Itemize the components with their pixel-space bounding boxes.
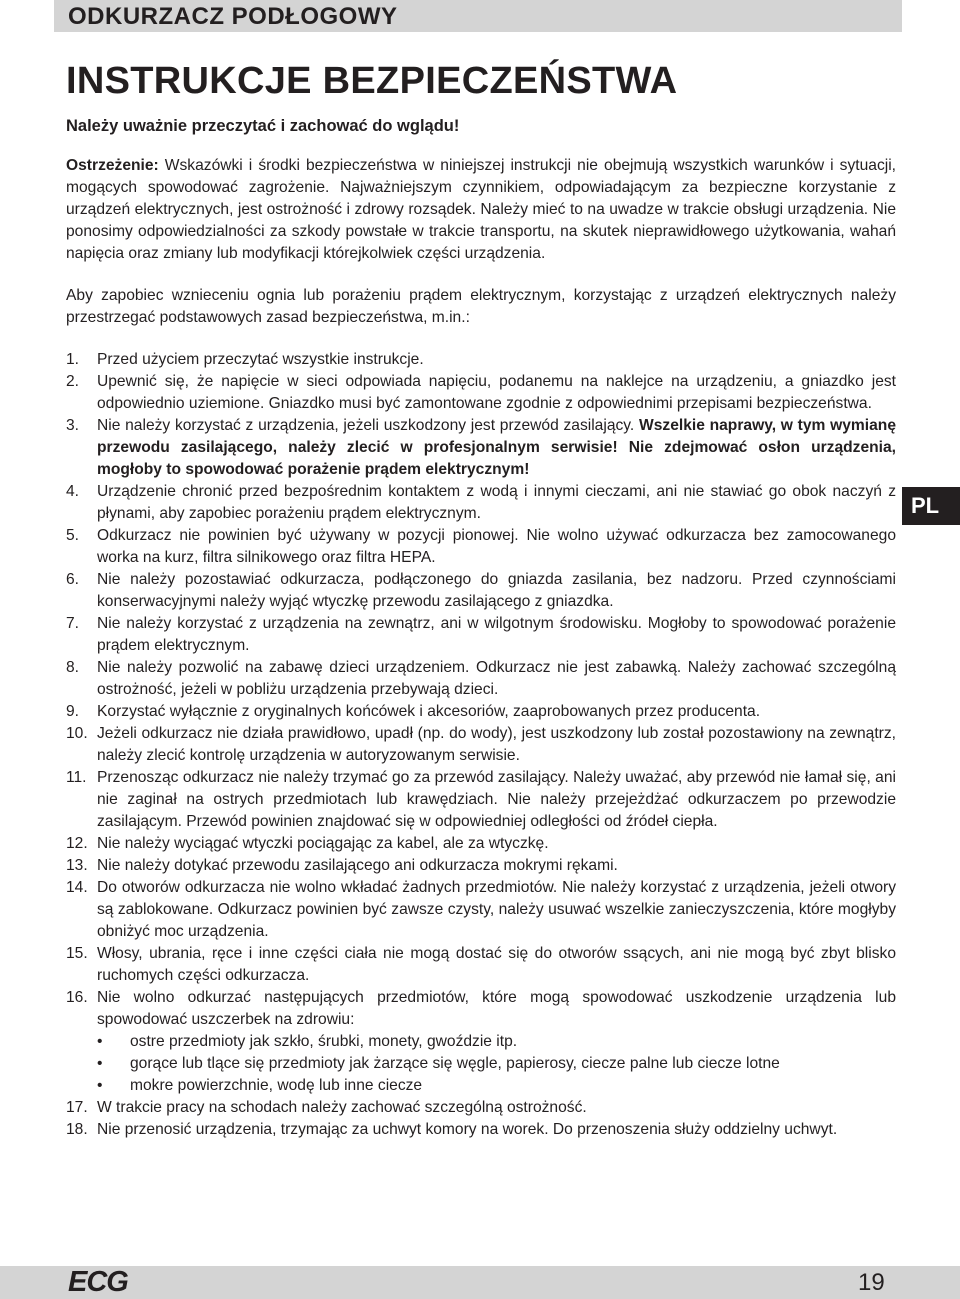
content xyxy=(66,155,896,1141)
rule-number: 11. xyxy=(66,769,87,786)
warning-paragraph xyxy=(66,155,896,265)
rule-number: 18. xyxy=(66,1121,88,1138)
rule-text: Do otworów odkurzacza nie wolno wkładać żadnych przedmiotów. Nie należy korzystać z urządzenia, jeżeli otwory są zablokowane. Odkurzacz powinien być zawsze czysty, należy usuwać wszelkie zanieczyszczenia, które mogłyby obniżyć moc urządzenia. xyxy=(97,879,896,940)
rule-item xyxy=(66,987,896,1097)
bullet-item xyxy=(97,1075,896,1097)
page-title: INSTRUKCJE BEZPIECZEŃSTWA xyxy=(66,60,678,102)
rule-item xyxy=(66,943,896,987)
rule-item xyxy=(66,415,896,481)
rule-number: 12. xyxy=(66,835,88,852)
rule-number: 2. xyxy=(66,373,80,390)
bullet-text: mokre powierzchnie, wodę lub inne ciecze xyxy=(130,1077,423,1094)
rule-item xyxy=(66,613,896,657)
rule-number: 7. xyxy=(66,615,80,632)
rule-text: Nie należy pozostawiać odkurzacza, podłączonego do gniazda zasilania, bez nadzoru. Przed czynnościami konserwacyjnymi należy wyjąć wtyczkę przewodu zasilającego z gniazdka. xyxy=(97,571,896,610)
rule-number: 6. xyxy=(66,571,80,588)
rule-text: W trakcie pracy na schodach należy zachować szczególną ostrożność. xyxy=(97,1099,587,1116)
rule-item xyxy=(66,701,896,723)
safety-rules-list xyxy=(66,349,896,1141)
rule-number: 8. xyxy=(66,659,80,676)
bullet-list xyxy=(97,1031,896,1097)
rule-text: Nie przenosić urządzenia, trzymając za uchwyt komory na worek. Do przenoszenia służy oddzielny uchwyt. xyxy=(97,1121,838,1138)
bullet-item xyxy=(97,1031,896,1053)
rule-text: Nie należy korzystać z urządzenia na zewnątrz, ani w wilgotnym środowisku. Mogłoby to spowodować porażenie prądem elektrycznym. xyxy=(97,615,896,654)
intro-paragraph: Aby zapobiec wznieceniu ognia lub porażeniu prądem elektrycznym, korzystając z urządzeń elektrycznych należy przestrzegać podstawowych zasad bezpieczeństwa, m.in.: xyxy=(66,287,896,326)
rule-item xyxy=(66,1119,896,1141)
rule-text: Urządzenie chronić przed bezpośrednim kontaktem z wodą i innymi cieczami, ani nie stawiać go obok naczyń z płynami, aby zapobiec porażeniu prądem elektrycznym. xyxy=(97,483,896,522)
rule-item xyxy=(66,657,896,701)
rule-item xyxy=(66,349,896,371)
rule-item xyxy=(66,833,896,855)
rule-number: 13. xyxy=(66,857,88,874)
rule-number: 14. xyxy=(66,879,88,896)
rule-number: 5. xyxy=(66,527,80,544)
rule-item xyxy=(66,481,896,525)
rule-text: Nie należy dotykać przewodu zasilającego ani odkurzacza mokrymi rękami. xyxy=(97,857,618,874)
rule-number: 4. xyxy=(66,483,80,500)
bullet-icon: • xyxy=(97,1077,103,1094)
rule-text: Nie należy wyciągać wtyczki pociągając za kabel, ale za wtyczkę. xyxy=(97,835,549,852)
rule-item xyxy=(66,855,896,877)
header-title: ODKURZACZ PODŁOGOWY xyxy=(68,3,398,30)
rule-text: Nie wolno odkurzać następujących przedmiotów, które mogą spowodować uszkodzenie urządzenia lub spowodować uszczerbek na zdrowiu: xyxy=(97,989,896,1028)
bullet-text: gorące lub tlące się przedmioty jak żarzące się węgle, papierosy, ciecze palne lub ciecze lotne xyxy=(130,1055,780,1072)
language-label: PL xyxy=(911,493,940,518)
bullet-item xyxy=(97,1053,896,1075)
footer-bar xyxy=(0,1266,960,1299)
rule-text: Korzystać wyłącznie z oryginalnych końcówek i akcesoriów, zaaprobowanych przez producenta. xyxy=(97,703,761,720)
language-tab xyxy=(902,487,960,525)
rule-text: Przed użyciem przeczytać wszystkie instrukcje. xyxy=(97,351,424,368)
rule-item xyxy=(66,569,896,613)
header-bar xyxy=(54,0,902,32)
page-subtitle: Należy uważnie przeczytać i zachować do wglądu! xyxy=(66,117,460,135)
warning-text: Wskazówki i środki bezpieczeństwa w niniejszej instrukcji nie obejmują wszystkich warunków i sytuacji, mogących spowodować zagrożenie. Najważniejszym czynnikiem, odpowiadającym za bezpieczne korzystanie z urządzeń elektrycznych, jest ostrożność i zdrowy rozsądek. Należy mieć to na uwadze w trakcie obsługi urządzenia. Nie ponosimy odpowiedzialności za szkody powstałe w trakcie transportu, na skutek nieprawidłowego użytkowania, wahań napięcia oraz zmiany lub modyfikacji którejkolwiek części urządzenia. xyxy=(66,157,896,262)
rule-text: Odkurzacz nie powinien być używany w pozycji pionowej. Nie wolno używać odkurzacza bez zamocowanego worka na kurz, filtra silnikowego oraz filtra HEPA. xyxy=(97,527,896,566)
rule-item xyxy=(66,1097,896,1119)
rule-number: 17. xyxy=(66,1099,88,1116)
rule-text: Nie należy pozwolić na zabawę dzieci urządzeniem. Odkurzacz nie jest zabawką. Należy zachować szczególną ostrożność, jeżeli w pobliżu urządzenia przebywają dzieci. xyxy=(97,659,896,698)
rule-item xyxy=(66,371,896,415)
rule-text: Włosy, ubrania, ręce i inne części ciała nie mogą dostać się do otworów ssących, ani nie mogą być zbyt blisko ruchomych części odkurzacza. xyxy=(97,945,896,984)
rule-number: 16. xyxy=(66,989,88,1006)
bullet-icon: • xyxy=(97,1055,103,1072)
rule-item xyxy=(66,525,896,569)
rule-text: Jeżeli odkurzacz nie działa prawidłowo, upadł (np. do wody), jest uszkodzony lub został pozostawiony na zewnątrz, należy zlecić kontrolę urządzenia w autoryzowanym serwisie. xyxy=(97,725,896,764)
rule-bold-text: Wszelkie naprawy, w tym wymianę przewodu zasilającego, należy zlecić w profesjonalnym serwisie! Nie zdejmować osłon urządzenia, mogłoby to spowodować porażenie prądem elektrycznym! xyxy=(97,417,896,478)
rule-item xyxy=(66,877,896,943)
bullet-icon: • xyxy=(97,1033,103,1050)
warning-label: Ostrzeżenie: xyxy=(66,157,159,174)
rule-number: 9. xyxy=(66,703,80,720)
rule-text: Przenosząc odkurzacz nie należy trzymać go za przewód zasilający. Należy uważać, aby przewód nie łamał się, ani nie zaginał na ostrych przedmiotach lub krawędziach. Nie należy przejeżdżać odkurzaczem po przewodzie zasilającym. Przewód powinien znajdować się w odpowiedniej odległości od źródeł ciepła. xyxy=(97,769,896,830)
rule-number: 15. xyxy=(66,945,88,962)
page-number: 19 xyxy=(858,1269,885,1296)
rule-text: Upewnić się, że napięcie w sieci odpowiada napięciu, podanemu na naklejce na urządzeniu, a gniazdko jest odpowiednio uziemione. Gniazdko musi być zamontowane zgodnie z odpowiednimi przepisami bezpieczeństwa. xyxy=(97,373,896,412)
rule-text: Nie należy korzystać z urządzenia, jeżeli uszkodzony jest przewód zasilający. xyxy=(97,417,639,434)
rule-number: 3. xyxy=(66,417,80,434)
rule-number: 1. xyxy=(66,351,80,368)
rule-number: 10. xyxy=(66,725,88,742)
bullet-text: ostre przedmioty jak szkło, śrubki, monety, gwoździe itp. xyxy=(130,1033,518,1050)
rule-item xyxy=(66,723,896,767)
rule-item xyxy=(66,767,896,833)
ecg-logo: ECG xyxy=(68,1266,128,1298)
